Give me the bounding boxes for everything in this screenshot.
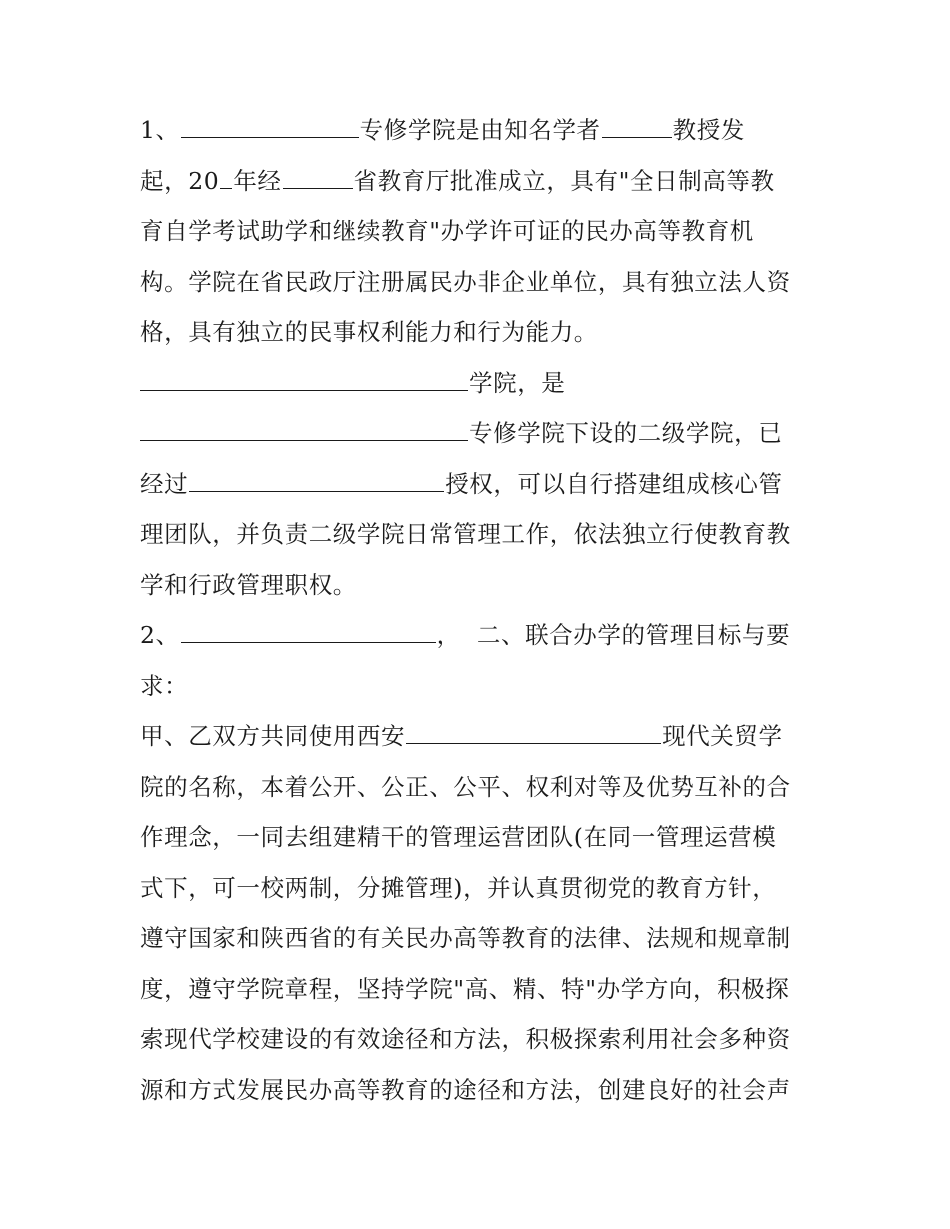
- text-line: [140, 108, 820, 159]
- text-segment: 度，遵守学院章程，坚持学院"高、精、特"办学方向，积极探: [140, 974, 790, 1003]
- text-line: [140, 765, 820, 816]
- text-line: [140, 260, 820, 311]
- text-line: [140, 462, 820, 513]
- text-segment: 育自学考试助学和继续教育"办学许可证的民办高等教育机: [140, 217, 754, 245]
- text-segment: 教授发: [672, 116, 745, 144]
- text-line: [140, 209, 820, 260]
- fill-in-blank: [220, 162, 232, 189]
- text-line: [140, 664, 820, 715]
- text-segment: ， 二、联合办学的管理目标与要: [436, 621, 791, 649]
- text-segment: 甲、乙双方共同使用西安: [140, 722, 406, 750]
- text-segment: 专修学院是由知名学者: [359, 116, 601, 144]
- text-line: [140, 916, 820, 967]
- text-segment: 学和行政管理职权。: [140, 570, 357, 599]
- fill-in-blank: [181, 111, 359, 138]
- text-line: [140, 967, 820, 1018]
- fill-in-blank: [602, 111, 672, 138]
- fill-in-blank: [181, 616, 436, 643]
- text-line: [140, 866, 820, 917]
- text-segment: 现代关贸学: [662, 722, 783, 750]
- text-segment: 省教育厅批准成立，具有"全日制高等教: [353, 166, 775, 195]
- fill-in-blank: [406, 717, 661, 744]
- text-segment: 2、: [140, 621, 180, 649]
- text-segment: 院的名称，本着公开、公正、公平、权利对等及优势互补的合: [140, 772, 791, 801]
- fill-in-blank: [283, 162, 353, 189]
- text-segment: 式下，可一校两制，分摊管理)，并认真贯彻党的教育方针，: [140, 873, 777, 902]
- text-line: [140, 1017, 820, 1068]
- fill-in-blank: [189, 465, 444, 492]
- text-segment: 专修学院下设的二级学院，已: [469, 419, 783, 447]
- text-line: [140, 361, 820, 412]
- text-segment: 索现代学校建设的有效途径和方法，积极探索利用社会多种资: [140, 1025, 791, 1053]
- text-segment: 构。学院在省民政厅注册属民办非企业单位，具有独立法人资: [140, 267, 791, 296]
- fill-in-blank: [140, 364, 468, 391]
- document-body: [140, 108, 820, 1118]
- text-segment: 作理念，一同去组建精干的管理运营团队(在同一管理运营模: [140, 823, 777, 851]
- text-segment: 年经: [233, 166, 282, 195]
- text-line: [140, 714, 820, 765]
- text-line: [140, 411, 820, 462]
- text-segment: 格，具有独立的民事权利能力和行为能力。: [140, 318, 598, 346]
- text-line: [140, 563, 820, 614]
- text-segment: 起，20: [140, 166, 220, 195]
- text-line: [140, 159, 820, 210]
- text-line: [140, 1068, 820, 1119]
- text-line: [140, 613, 820, 664]
- text-line: [140, 310, 820, 361]
- text-line: [140, 512, 820, 563]
- text-segment: 经过: [140, 469, 189, 498]
- text-segment: 1、: [140, 116, 180, 144]
- text-segment: 遵守国家和陕西省的有关民办高等教育的法律、法规和规章制: [140, 924, 791, 952]
- fill-in-blank: [140, 414, 468, 441]
- text-segment: 理团队，并负责二级学院日常管理工作，依法独立行使教育教: [140, 520, 791, 548]
- text-segment: 求：: [140, 671, 189, 700]
- text-line: [140, 815, 820, 866]
- text-segment: 源和方式发展民办高等教育的途径和方法，创建良好的社会声: [140, 1075, 791, 1104]
- text-segment: 学院，是: [469, 368, 566, 397]
- text-segment: 授权，可以自行搭建组成核心管: [445, 469, 783, 498]
